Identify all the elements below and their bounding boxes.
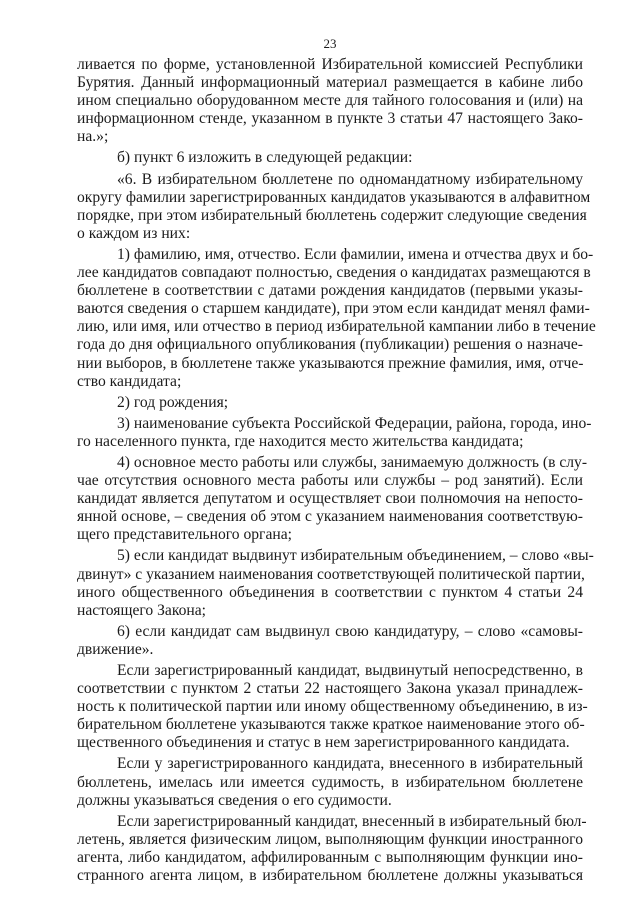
text-line: бюллетене в соответствии с датами рождения кандидатов (первыми указы-: [77, 282, 583, 300]
text-line: на.»;: [77, 128, 109, 146]
paragraph: [77, 170, 591, 243]
text-line: го населенного пункта, где находится место жительства кандидата;: [77, 432, 524, 450]
paragraph: [77, 623, 583, 659]
paragraph: [77, 394, 583, 412]
page-number: 23: [323, 36, 337, 51]
paragraph: [77, 662, 588, 752]
text-line: 6) если кандидат сам выдвинул свою кандидатуру, – слово «самовы-: [117, 622, 583, 640]
paragraph: [77, 547, 594, 619]
text-line: ство кандидата;: [77, 372, 182, 390]
text-line: бюллетень, имелась или имеется судимость, в избирательном бюллетене: [77, 773, 583, 791]
text-line: информационном стенде, указанном в пункте 3 статьи 47 настоящего Зако-: [77, 110, 583, 128]
text-line: движение».: [77, 640, 154, 658]
text-line: щего представительного органа;: [77, 526, 292, 544]
text-line: настоящего Закона;: [77, 601, 207, 619]
text-line: 2) год рождения;: [117, 393, 229, 411]
paragraph: [77, 755, 583, 809]
text-line: Бурятия. Данный информационный материал размещается в кабине либо: [77, 74, 583, 92]
text-line: странного агента лицом, в избирательном бюллетене должны указываться: [77, 867, 583, 885]
text-line: 1) фамилию, имя, отчество. Если фамилии, имена и отчества двух и бо-: [117, 245, 594, 263]
text-line: лию, или имя, или отчество в период избирательной кампании либо в течение: [77, 318, 596, 336]
text-line: «6. В избирательном бюллетене по одномандатному избирательному: [117, 170, 583, 188]
text-line: щественного объединения и статус в нем зарегистрированного кандидата.: [77, 734, 570, 752]
text-line: 3) наименование субъекта Российской Федерации, района, города, ино-: [117, 414, 592, 432]
paragraph: [77, 453, 588, 544]
text-line: ином специально оборудованном месте для тайного голосования и (или) на: [77, 92, 583, 110]
text-line: 4) основное место работы или службы, занимаемую должность (в слу-: [117, 453, 588, 471]
text-line: б) пункт 6 изложить в следующей редакции:: [117, 149, 413, 167]
document-page: [77, 36, 596, 885]
text-line: иного общественного объединения в соответствии с пунктом 4 статьи 24: [77, 583, 583, 601]
text-line: Если зарегистрированный кандидат, внесенный в избирательный бюл-: [117, 812, 587, 830]
text-line: нии выборов, в бюллетене также указываются прежние фамилия, имя, отче-: [77, 354, 584, 372]
text-line: чае отсутствия основного места работы или службы – род занятий). Если: [77, 472, 583, 490]
text-line: кандидат является депутатом и осуществляет свои полномочия на непосто-: [77, 490, 583, 508]
text-line: лее кандидатов совпадают полностью, сведения о кандидатах размещаются в: [77, 264, 591, 282]
text-line: соответствии с пунктом 2 статьи 22 настоящего Закона указал принадлеж-: [77, 680, 583, 698]
text-line: бирательном бюллетене указываются также краткое наименование этого об-: [77, 716, 585, 734]
text-line: порядке, при этом избирательный бюллетень содержит следующие сведения: [77, 206, 587, 224]
paragraph: [77, 56, 583, 146]
text-line: ливается по форме, установленной Избирательной комиссией Республики: [77, 56, 583, 73]
text-line: Если зарегистрированный кандидат, выдвинутый непосредственно, в: [117, 662, 583, 679]
text-line: о каждом из них:: [77, 224, 191, 242]
paragraph: [77, 414, 592, 451]
paragraph: [77, 149, 583, 167]
text-line: года до дня официального опубликования (публикации) решения о назначе-: [77, 336, 583, 354]
paragraph: [77, 812, 587, 885]
text-line: округу фамилии зарегистрированных кандидатов указываются в алфавитном: [77, 188, 591, 206]
paragraph: [77, 245, 596, 391]
text-line: должны указываться сведения о его судимости.: [77, 791, 392, 809]
text-line: двинут» с указанием наименования соответствующей политической партии,: [77, 565, 585, 583]
text-line: янной основе, – сведения об этом с указанием наименования соответствую-: [77, 508, 583, 526]
document-body: [77, 56, 596, 885]
text-line: Если у зарегистрированного кандидата, внесенного в избирательный: [117, 755, 583, 773]
text-line: летень, является физическим лицом, выполняющим функции иностранного: [77, 830, 583, 848]
text-line: ваются сведения о старшем кандидате), при этом если кандидат менял фами-: [77, 300, 590, 318]
text-line: ность к политической партии или иному общественному объединению, в из-: [77, 698, 588, 716]
text-line: 5) если кандидат выдвинут избирательным объединением, – слово «вы-: [117, 547, 594, 565]
text-line: агента, либо кандидатом, аффилированным с выполняющим функции ино-: [77, 848, 583, 866]
